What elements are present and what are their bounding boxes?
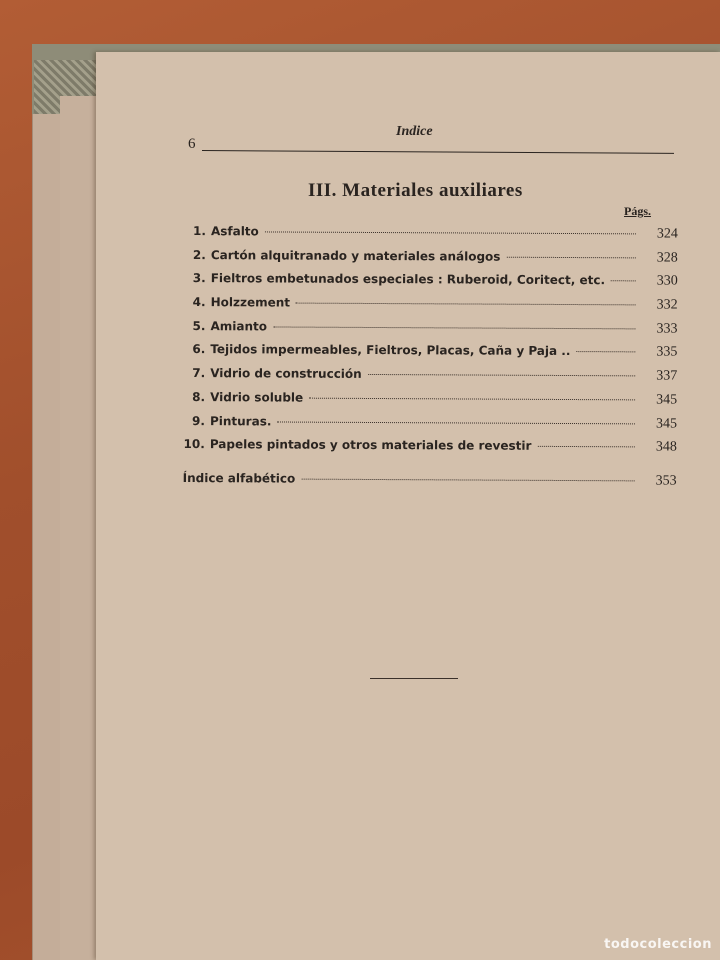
dot-leader [368, 374, 635, 376]
toc-entry-page: 333 [656, 321, 678, 337]
toc-entry-title: Fieltros embetunados especiales : Ruberoid, Coritect, etc. [210, 271, 606, 288]
toc-entry [183, 437, 677, 463]
toc-entry-page: 332 [656, 297, 678, 313]
table-of-contents [183, 224, 678, 497]
toc-entry-number: 2. [192, 247, 206, 262]
toc-entry-title: Vidrio de construcción [210, 366, 362, 382]
toc-entry-title: Holzzement [210, 295, 291, 310]
toc-entry [183, 319, 677, 345]
end-rule [370, 678, 458, 679]
dot-leader [611, 281, 636, 282]
toc-entry-title: Papeles pintados y otros materiales de revestir [209, 437, 532, 454]
toc-entry [183, 390, 677, 416]
toc-entry-title: Amianto [210, 318, 268, 334]
dot-leader [309, 397, 635, 400]
dot-leader [301, 478, 634, 481]
dot-leader [576, 351, 635, 352]
toc-entry-title: Vidrio soluble [210, 389, 304, 405]
toc-entry [184, 248, 678, 274]
dot-leader [265, 231, 636, 234]
dot-leader [273, 326, 635, 329]
toc-entry [183, 342, 677, 368]
watermark-text: todocoleccion [604, 937, 712, 952]
toc-entry-number: 3. [192, 271, 206, 286]
running-head: Indice [396, 124, 433, 139]
toc-entry-title: Tejidos impermeables, Fieltros, Placas, Caña y Paja .. [210, 342, 571, 359]
toc-entry-page: 337 [656, 368, 678, 384]
toc-entry-number: 9. [192, 413, 206, 428]
dot-leader [537, 446, 634, 448]
page-number: 6 [188, 136, 196, 152]
toc-entry-page: 345 [656, 392, 678, 408]
pages-column-header: Págs. [624, 204, 651, 218]
toc-entry-number: 7. [192, 366, 206, 381]
toc-entry-number: 5. [192, 318, 206, 333]
toc-entry [184, 224, 678, 250]
section-title: III. Materiales auxiliares [308, 180, 523, 201]
toc-entry [183, 366, 677, 392]
toc-entry [184, 295, 678, 321]
toc-entry-page: 353 [655, 473, 677, 489]
toc-entry-title: Pinturas. [209, 413, 272, 428]
toc-entry-title: Asfalto [210, 224, 259, 239]
toc-entry-title: Índice alfabético [182, 470, 296, 486]
toc-entry-number: 6. [192, 342, 206, 357]
index-entry [183, 471, 677, 497]
toc-entry [183, 413, 677, 439]
toc-entry-page: 335 [656, 344, 678, 361]
toc-entry-number: 1. [193, 224, 206, 239]
toc-entry-title: Cartón alquitranado y materiales análogos [210, 247, 501, 264]
header-rule [202, 150, 674, 154]
toc-entry-page: 348 [655, 439, 677, 455]
toc-entry-page: 345 [655, 415, 678, 432]
toc-entry-number: 8. [192, 389, 206, 404]
toc-entry-number: 10. [183, 437, 205, 452]
toc-entry-page: 328 [656, 250, 678, 266]
dot-leader [277, 421, 635, 424]
dot-leader [506, 256, 635, 258]
book-page [96, 52, 720, 960]
toc-entry-page: 324 [656, 226, 678, 242]
toc-entry-number: 4. [192, 295, 206, 310]
toc-entry [184, 271, 678, 297]
toc-entry-page: 330 [656, 273, 678, 289]
dot-leader [296, 303, 636, 306]
